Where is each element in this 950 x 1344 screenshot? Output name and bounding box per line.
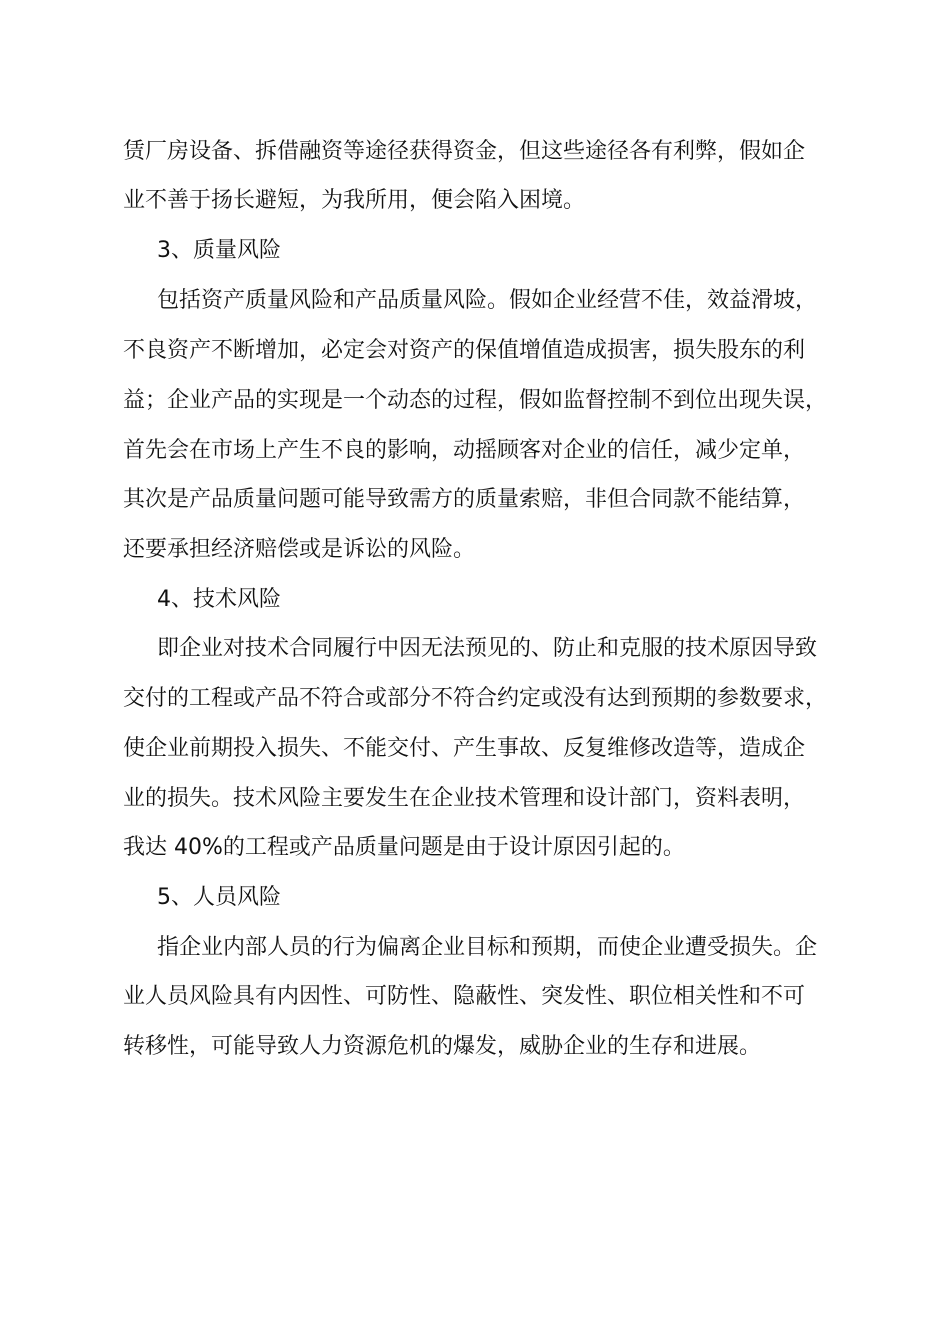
paragraph-line: 包括资产质量风险和产品质量风险。假如企业经营不佳，效益滑坡， xyxy=(157,288,818,313)
section-heading-technical-risk: 4、技术风险 xyxy=(157,587,281,612)
paragraph-line: 不良资产不断增加，必定会对资产的保值增值造成损害，损失股东的利 xyxy=(123,338,806,363)
paragraph-line: 首先会在市场上产生不良的影响，动摇顾客对企业的信任，减少定单， xyxy=(123,438,806,463)
paragraph-line: 交付的工程或产品不符合或部分不符合约定或没有达到预期的参数要求， xyxy=(123,686,828,711)
section-heading-quality-risk: 3、质量风险 xyxy=(157,238,281,263)
paragraph-line: 业人员风险具有内因性、可防性、隐蔽性、突发性、职位相关性和不可 xyxy=(123,984,806,1009)
paragraph-line: 业的损失。技术风险主要发生在企业技术管理和设计部门，资料表明， xyxy=(123,786,806,811)
paragraph-line: 业不善于扬长避短，为我所用，便会陷入困境。 xyxy=(123,188,586,213)
paragraph-line: 益；企业产品的实现是一个动态的过程，假如监督控制不到位出现失误， xyxy=(123,388,828,413)
section-heading-personnel-risk: 5、人员风险 xyxy=(157,885,281,910)
paragraph-line: 使企业前期投入损失、不能交付、产生事故、反复维修改造等，造成企 xyxy=(123,736,806,761)
paragraph-line: 转移性，可能导致人力资源危机的爆发，威胁企业的生存和进展。 xyxy=(123,1034,762,1059)
paragraph-line: 即企业对技术合同履行中因无法预见的、防止和克服的技术原因导致 xyxy=(157,636,818,661)
paragraph-line: 我达 40%的工程或产品质量问题是由于设计原因引起的。 xyxy=(123,835,685,860)
paragraph-line: 其次是产品质量问题可能导致需方的质量索赔，非但合同款不能结算， xyxy=(123,487,806,512)
paragraph-line: 赁厂房设备、拆借融资等途径获得资金，但这些途径各有利弊，假如企 xyxy=(123,139,806,164)
paragraph-line: 指企业内部人员的行为偏离企业目标和预期，而使企业遭受损失。企 xyxy=(157,935,818,960)
paragraph-line: 还要承担经济赔偿或是诉讼的风险。 xyxy=(123,537,476,562)
